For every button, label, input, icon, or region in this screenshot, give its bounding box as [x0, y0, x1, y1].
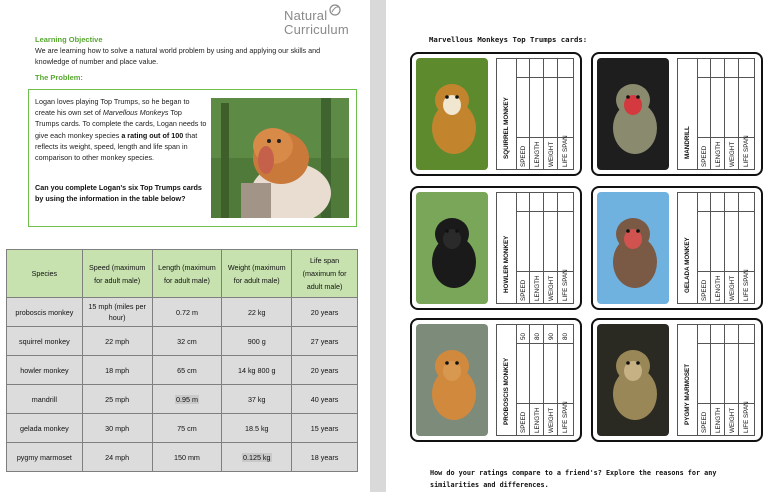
card-stats-grid — [496, 324, 574, 436]
card-monkey-photo — [416, 324, 488, 436]
card-name-cell — [497, 325, 517, 435]
table-row: gelada monkey 30 mph 75 cm 18.5 kg 15 years — [7, 414, 358, 443]
objective-text: We are learning how to solve a natural world problem by using and applying our skills and knowledge of number and place value. — [35, 46, 321, 66]
card-stat-column — [726, 193, 739, 303]
card-stat-column — [531, 59, 544, 169]
card-stats-grid — [496, 192, 574, 304]
card-monkey-name: HOWLER MONKEY — [503, 235, 510, 293]
card-name-cell — [678, 325, 698, 435]
header-lifespan: Life span (maximum for adult male) — [292, 250, 358, 298]
card-stat-label: LENGTH — [534, 275, 541, 301]
table-row: squirrel monkey 22 mph 32 cm 900 g 27 years — [7, 327, 358, 356]
card-stat-label: LENGTH — [715, 275, 722, 301]
worksheet-right-page — [386, 0, 765, 492]
top-trumps-card — [591, 186, 763, 310]
top-trumps-card — [410, 186, 582, 310]
card-monkey-name: PROBOSCIS MONKEY — [503, 357, 510, 425]
table-row: howler monkey 18 mph 65 cm 14 kg 800 g 20 years — [7, 356, 358, 385]
card-stat-column — [545, 59, 558, 169]
card-name-cell — [497, 59, 517, 169]
top-trumps-card — [591, 52, 763, 176]
card-stat-label: WEIGHT — [729, 275, 736, 301]
card-monkey-photo — [416, 192, 488, 304]
card-stat-column — [698, 325, 711, 435]
card-stat-label: LIFE SPAN — [562, 401, 569, 433]
problem-box — [28, 89, 357, 227]
card-stat-column — [712, 325, 725, 435]
card-monkey-photo — [597, 324, 669, 436]
card-monkey-photo — [416, 58, 488, 170]
card-stat-label: WEIGHT — [548, 141, 555, 167]
top-trumps-card — [591, 318, 763, 442]
card-stat-label: SPEED — [701, 279, 708, 301]
card-stat-label: LIFE SPAN — [743, 135, 750, 167]
card-stat-column — [559, 193, 572, 303]
card-monkey-photo — [597, 58, 669, 170]
card-monkey-photo — [597, 192, 669, 304]
card-stat-column — [559, 59, 572, 169]
header-weight: Weight (maximum for adult male) — [222, 250, 292, 298]
card-stat-column — [559, 325, 572, 435]
card-stat-column — [545, 193, 558, 303]
card-stat-column — [531, 193, 544, 303]
top-trumps-card — [410, 52, 582, 176]
card-stat-label: LENGTH — [534, 141, 541, 167]
card-stat-column — [740, 193, 753, 303]
problem-question: Can you complete Logan's six Top Trumps cards by using the information in the table below? — [35, 183, 202, 204]
card-stat-column — [740, 325, 753, 435]
card-stat-label: LENGTH — [715, 141, 722, 167]
objective-heading: Learning Objective — [35, 35, 103, 44]
problem-heading: The Problem: — [35, 73, 83, 82]
card-stat-value[interactable]: 90 — [548, 332, 555, 340]
card-name-cell — [678, 59, 698, 169]
header-speed: Speed (maximum for adult male) — [82, 250, 152, 298]
card-stat-label: SPEED — [520, 145, 527, 167]
card-stats-grid — [677, 324, 755, 436]
card-stat-label: SPEED — [520, 411, 527, 433]
card-name-cell — [678, 193, 698, 303]
problem-text: Logan loves playing Top Trumps, so he began to create his own set of Marvellous Monkeys Top Trumps cards. To complete the cards, Logan needs to give each monkey species a rating out of 100 that reflects its weight, speed, length and life span in comparison to other monkey species. — [35, 97, 207, 163]
card-monkey-name: MANDRILL — [684, 126, 691, 159]
card-stat-label: LENGTH — [715, 407, 722, 433]
card-stat-label: SPEED — [701, 145, 708, 167]
card-stat-label: LIFE SPAN — [743, 401, 750, 433]
card-stat-value[interactable]: 80 — [562, 332, 569, 340]
card-stat-column — [517, 59, 530, 169]
card-stat-column — [740, 59, 753, 169]
card-stat-label: SPEED — [701, 411, 708, 433]
card-stats-grid — [496, 58, 574, 170]
card-stat-label: WEIGHT — [548, 275, 555, 301]
header-species: Species — [7, 250, 83, 298]
natural-curriculum-logo: Natural Curriculum — [284, 3, 364, 37]
card-stat-label: LIFE SPAN — [743, 269, 750, 301]
card-stat-label: LIFE SPAN — [562, 135, 569, 167]
card-stat-column — [726, 325, 739, 435]
card-monkey-name: GELADA MONKEY — [684, 237, 691, 293]
card-stat-label: WEIGHT — [729, 407, 736, 433]
card-stat-label: LENGTH — [534, 407, 541, 433]
card-stat-column — [712, 193, 725, 303]
header-length: Length (maximum for adult male) — [152, 250, 222, 298]
card-stat-column — [545, 325, 558, 435]
cards-footer: How do your ratings compare to a friend's? Explore the reasons for any similarities and differences. — [430, 469, 717, 489]
card-monkey-name: PYGMY MARMOSET — [684, 363, 691, 425]
card-name-cell — [497, 193, 517, 303]
card-stat-column — [698, 193, 711, 303]
card-stat-column — [517, 325, 530, 435]
table-row: proboscis monkey 15 mph (miles per hour) 0.72 m 22 kg 20 years — [7, 298, 358, 327]
card-stat-value[interactable]: 50 — [520, 332, 527, 340]
table-row: pygmy marmoset 24 mph 150 mm 0.125 kg 18 years — [7, 443, 358, 472]
cards-title: Marvellous Monkeys Top Trumps cards: — [429, 35, 588, 44]
card-stat-column — [698, 59, 711, 169]
table-row: mandrill 25 mph 0.95 m 37 kg 40 years — [7, 385, 358, 414]
leaf-icon — [328, 3, 342, 17]
card-stat-label: WEIGHT — [729, 141, 736, 167]
card-monkey-name: SQUIRREL MONKEY — [503, 97, 510, 159]
card-stat-label: WEIGHT — [548, 407, 555, 433]
card-stats-grid — [677, 58, 755, 170]
top-trumps-card — [410, 318, 582, 442]
proboscis-monkey-photo — [211, 98, 349, 218]
card-stat-column — [726, 59, 739, 169]
card-stat-column — [531, 325, 544, 435]
card-stat-value[interactable]: 80 — [534, 332, 541, 340]
species-table — [6, 249, 358, 472]
card-stat-label: SPEED — [520, 279, 527, 301]
card-stat-label: LIFE SPAN — [562, 269, 569, 301]
card-stats-grid — [677, 192, 755, 304]
card-stat-column — [712, 59, 725, 169]
table-header-row — [7, 250, 358, 298]
worksheet-left-page — [0, 0, 370, 492]
card-stat-column — [517, 193, 530, 303]
